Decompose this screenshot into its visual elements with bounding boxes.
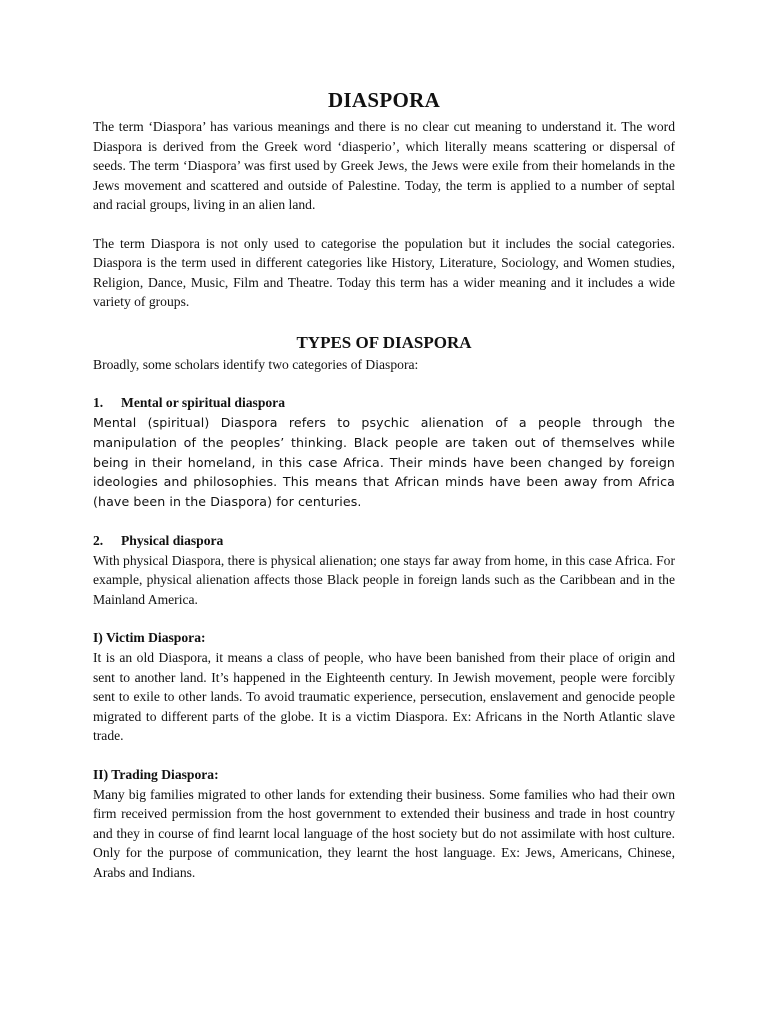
- type-1-number: 1.: [93, 395, 104, 410]
- intro-paragraph-1: The term ‘Diaspora’ has various meanings and there is no clear cut meaning to understand it. The word Diaspora is derived from the Greek word ‘diasperio’, which literally means scattering or dispersal of seeds. The term ‘Diaspora’ was first used by Greek Jews, the Jews were exile from their homelands in the Jews movement and scattered and outside of Palestine. Today, the term is applied to a number of septal and racial groups, living in an alien land.: [93, 119, 675, 212]
- trading-heading: II) Trading Diaspora:: [93, 766, 219, 782]
- type-2-number: 2.: [93, 532, 104, 548]
- type-2-body: With physical Diaspora, there is physical alienation; one stays far away from home, in this case Africa. For example, physical alienation affects those Black people in foreign lands such as the Caribbean and in the Mainland America.: [93, 552, 675, 607]
- types-lead: Broadly, some scholars identify two categories of Diaspora:: [93, 356, 419, 372]
- trading-body: Many big families migrated to other lands for extending their business. Some families who had their own firm received permission from the host government to extended their business and trade in host country and they in course of find learnt local language of the host society but do not assimilate with host culture. Only for the purpose of communication, they learnt the host language. Ex: Jews, Americans, Chinese, Arabs and Indians.: [93, 786, 675, 880]
- type-2-heading: [93, 531, 675, 551]
- document-page: [93, 86, 675, 882]
- type-1-title: Mental or spiritual diaspora: [121, 395, 286, 410]
- type-1-body: Mental (spiritual) Diaspora refers to psychic alienation of a people through the manipulation of the peoples’ thinking. Black people are taken out of themselves while being in their homeland, in this case Africa. Their minds have been changed by foreign ideologies and philosophies. This means that African minds have been away from Africa (have been in the Diaspora) for centuries.: [93, 415, 675, 510]
- victim-heading: I) Victim Diaspora:: [93, 630, 206, 646]
- types-heading: TYPES OF DIASPORA: [296, 332, 472, 352]
- page-title: DIASPORA: [327, 88, 441, 112]
- intro-paragraph-2: The term Diaspora is not only used to categorise the population but it includes the social categories. Diaspora is the term used in different categories like History, Literature, Sociology, and Women studies, Religion, Dance, Music, Film and Theatre. Today this term has a wider meaning and it includes a wide variety of groups.: [93, 235, 675, 309]
- victim-body: It is an old Diaspora, it means a class of people, who have been banished from their place of origin and sent to another land. It’s happened in the Eighteenth century. In Jewish movement, people were forcibly sent to exile to other lands. To avoid traumatic experience, persecution, enslavement and genocide people migrated to different parts of the globe. It is a victim Diaspora. Ex: Africans in the North Atlantic slave trade.: [93, 650, 675, 744]
- type-2-title: Physical diaspora: [121, 532, 224, 548]
- type-1-heading: [93, 393, 675, 413]
